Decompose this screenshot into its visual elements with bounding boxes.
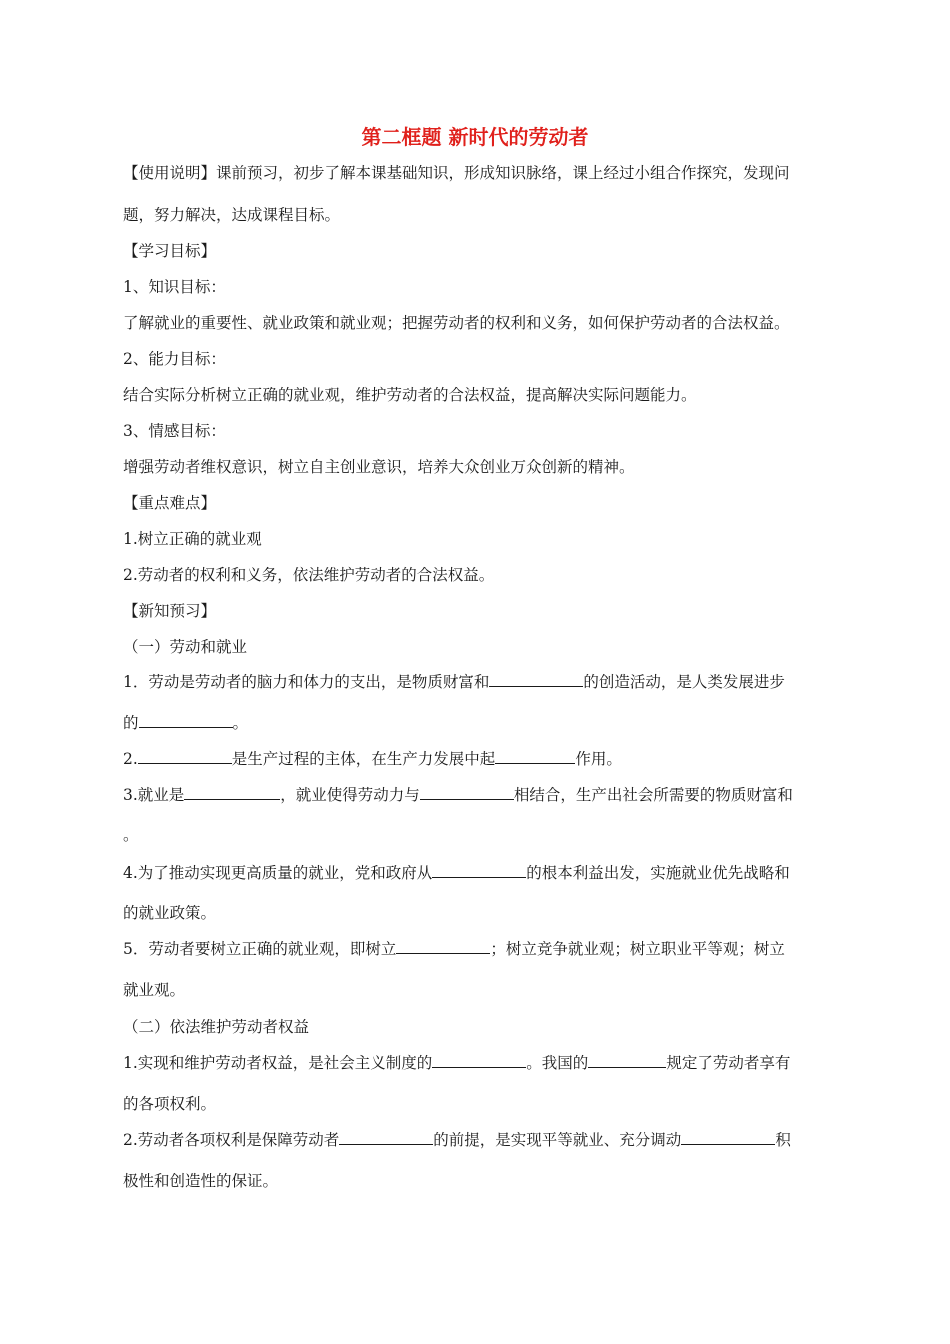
rights-question-2-text-c: 积 — [775, 1131, 791, 1149]
question-3-text-c: 相结合，生产出社会所需要的物质财富和 — [513, 786, 793, 804]
question-4-line-1 — [123, 862, 843, 884]
fill-blank[interactable] — [495, 748, 575, 764]
question-3-text-a: 3.就业是 — [123, 786, 185, 804]
fill-blank[interactable] — [138, 748, 232, 764]
question-3-line-1 — [123, 784, 843, 806]
question-1-text-b: 的创造活动，是人类发展进步 — [583, 673, 785, 691]
question-2-text-a: 2. — [123, 750, 138, 768]
question-3-line-2: 。 — [123, 826, 139, 844]
question-5-text-b: ；树立竞争就业观；树立职业平等观；树立 — [490, 940, 785, 958]
question-4-line-2: 的就业政策。 — [123, 904, 217, 922]
rights-question-2-text-b: 的前提，是实现平等就业、充分调动 — [433, 1131, 682, 1149]
rights-question-2-line-2: 极性和创造性的保证。 — [123, 1172, 279, 1190]
key-points-heading: 【重点难点】 — [123, 494, 217, 512]
question-1-line-2 — [123, 712, 843, 734]
question-1-line-1 — [123, 671, 843, 693]
question-2-text-b: 是生产过程的主体，在生产力发展中起 — [231, 750, 496, 768]
fill-blank[interactable] — [489, 671, 583, 687]
question-5-line-2: 就业观。 — [123, 981, 186, 999]
emotion-goal-text: 增强劳动者维权意识，树立自主创业意识，培养大众创业万众创新的精神。 — [123, 458, 635, 476]
question-1-text-c: 的 — [123, 714, 139, 732]
knowledge-goal-heading: 1、知识目标： — [123, 278, 226, 296]
question-3-text-b: ，就业使得劳动力与 — [280, 786, 420, 804]
usage-note-line-1: 【使用说明】课前预习，初步了解本课基础知识，形成知识脉络，课上经过小组合作探究，发现问 — [123, 164, 790, 182]
fill-blank[interactable] — [184, 784, 280, 800]
fill-blank[interactable] — [681, 1129, 775, 1145]
question-1-text-d: 。 — [232, 714, 249, 732]
key-point-2: 2.劳动者的权利和义务，依法维护劳动者的合法权益。 — [123, 566, 495, 584]
fill-blank[interactable] — [432, 1052, 526, 1068]
rights-question-2-line-1 — [123, 1129, 843, 1151]
question-5-text-a: 5．劳动者要树立正确的就业观，即树立 — [123, 940, 397, 958]
fill-blank[interactable] — [432, 862, 526, 878]
preview-heading: 【新知预习】 — [123, 602, 217, 620]
fill-blank[interactable] — [339, 1129, 433, 1145]
rights-question-1-text-b: 。我国的 — [526, 1054, 589, 1072]
page-title: 第二框题 新时代的劳动者 — [361, 125, 589, 149]
fill-blank[interactable] — [396, 938, 490, 954]
rights-question-1-line-1 — [123, 1052, 843, 1074]
rights-question-1-text-a: 1.实现和维护劳动者权益，是社会主义制度的 — [123, 1054, 433, 1072]
emotion-goal-heading: 3、情感目标： — [123, 422, 226, 440]
ability-goal-heading: 2、能力目标： — [123, 350, 226, 368]
fill-blank[interactable] — [420, 784, 514, 800]
ability-goal-text: 结合实际分析树立正确的就业观，维护劳动者的合法权益，提高解决实际问题能力。 — [123, 386, 697, 404]
section-1-heading: （一）劳动和就业 — [123, 638, 248, 656]
fill-blank[interactable] — [588, 1052, 666, 1068]
key-point-1: 1.树立正确的就业观 — [123, 530, 262, 548]
usage-note-line-2: 题，努力解决，达成课程目标。 — [123, 206, 341, 224]
rights-question-1-line-2: 的各项权利。 — [123, 1095, 217, 1113]
rights-question-1-text-c: 规定了劳动者享有 — [666, 1054, 791, 1072]
section-2-heading: （二）依法维护劳动者权益 — [123, 1018, 310, 1036]
goals-heading: 【学习目标】 — [123, 242, 217, 260]
question-2-text-c: 作用。 — [575, 750, 622, 768]
question-1-text-a: 1．劳动是劳动者的脑力和体力的支出，是物质财富和 — [123, 673, 490, 691]
question-2 — [123, 748, 843, 770]
rights-question-2-text-a: 2.劳动者各项权利是保障劳动者 — [123, 1131, 340, 1149]
fill-blank[interactable] — [139, 712, 233, 728]
question-4-text-a: 4.为了推动实现更高质量的就业，党和政府从 — [123, 864, 433, 882]
knowledge-goal-text: 了解就业的重要性、就业政策和就业观；把握劳动者的权利和义务，如何保护劳动者的合法权益。 — [123, 314, 790, 332]
question-4-text-b: 的根本利益出发，实施就业优先战略和 — [526, 864, 790, 882]
question-5-line-1 — [123, 938, 843, 960]
